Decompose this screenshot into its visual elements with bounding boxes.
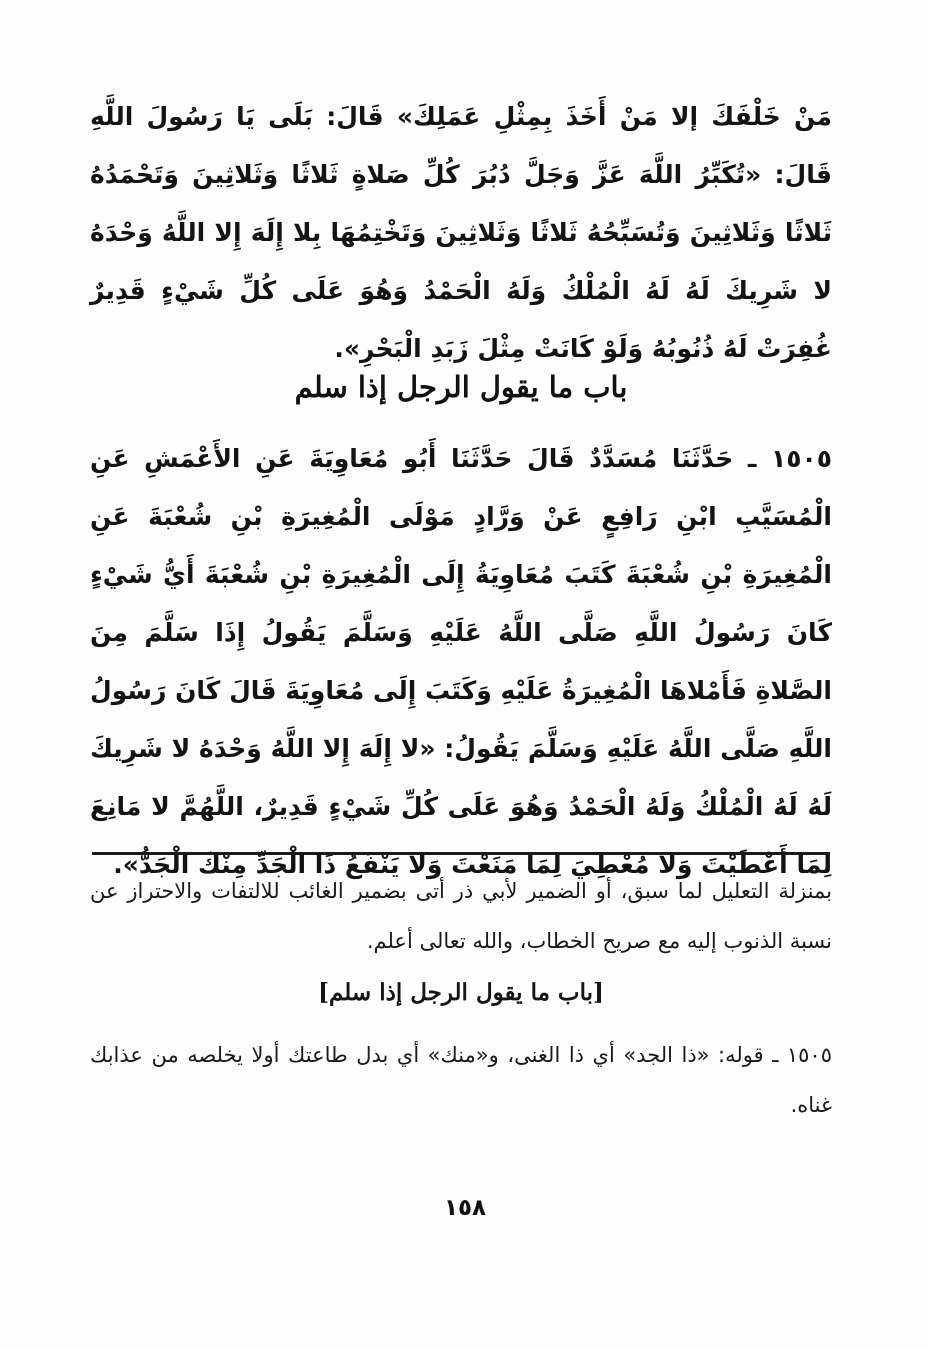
- page-number: ١٥٨: [443, 1195, 487, 1221]
- footnote-chapter-title: [باب ما يقول الرجل إذا سلم]: [318, 979, 604, 1006]
- footnote-1505: ١٥٠٥ ـ قوله: «ذا الجد» أي ذا الغنى، و«منك» أي بدل طاعتك أولا يخلصه من عذابك غناه.: [90, 1043, 832, 1117]
- hadith-1505-paragraph: ١٥٠٥ ـ حَدَّثَنَا مُسَدَّدٌ قَالَ حَدَّثَنَا أَبُو مُعَاوِيَةَ عَنِ الأَعْمَشِ عَنِ الْمُسَيَّبِ ابْنِ رَافِعٍ عَنْ وَرَّادٍ مَوْلَى الْمُغِيرَةِ بْنِ شُعْبَةَ عَنِ الْمُغِيرَةِ بْنِ شُعْبَةَ كَتَبَ مُعَاوِيَةُ إِلَى الْمُغِيرَةِ بْنِ شُعْبَةَ أَيُّ شَيْءٍ كَانَ رَسُولُ اللَّهِ صَلَّى اللَّهُ عَلَيْهِ وَسَلَّمَ يَقُولُ إِذَا سَلَّمَ مِنَ الصَّلاةِ فَأَمْلاهَا الْمُغِيرَةُ عَلَيْهِ وَكَتَبَ إِلَى مُعَاوِيَةَ قَالَ كَانَ رَسُولُ اللَّهِ صَلَّى اللَّهُ عَلَيْهِ وَسَلَّمَ يَقُولُ: «لا إِلَهَ إِلا اللَّهُ وَحْدَهُ لا شَرِيكَ لَهُ لَهُ الْمُلْكُ وَلَهُ الْحَمْدُ وَهُوَ عَلَى كُلِّ شَيْءٍ قَدِيرٌ، اللَّهُمَّ لا مَانِعَ لِمَا أَعْطَيْتَ وَلا مُعْطِيَ لِمَا مَنَعْتَ وَلا يَنْفَعُ ذَا الْجَدِّ مِنْكَ الْجَدُّ».: [90, 444, 832, 879]
- main-text-continuation-paragraph: مَنْ خَلْفَكَ إلا مَنْ أَخَذَ بِمِثْلِ عَمَلِكَ» قَالَ: بَلَى يَا رَسُولَ اللَّهِ قَالَ: «تُكَبِّرُ اللَّهَ عَزَّ وَجَلَّ دُبُرَ كُلِّ صَلاةٍ ثَلاثًا وَثَلاثِينَ وَتَحْمَدُهُ ثَلاثًا وَثَلاثِينَ وَتُسَبِّحُهُ ثَلاثًا وَثَلاثِينَ وَتَخْتِمُهَا بِلا إِلَهَ إِلا اللَّهُ وَحْدَهُ لا شَرِيكَ لَهُ لَهُ الْمُلْكُ وَلَهُ الْحَمْدُ وَهُوَ عَلَى كُلِّ شَيْءٍ قَدِيرٌ غُفِرَتْ لَهُ ذُنُوبُهُ وَلَوْ كَانَتْ مِثْلَ زَبَدِ الْبَحْرِ».: [90, 102, 832, 363]
- chapter-title: باب ما يقول الرجل إذا سلم: [294, 370, 628, 404]
- footnote-continuation: بمنزلة التعليل لما سبق، أو الضمير لأبي ذر أتى بضمير الغائب للالتفات والاحتراز عن نسبة الذنوب إليه مع صريح الخطاب، والله تعالى أعلم.: [90, 879, 832, 953]
- footnote-separator-line: [92, 852, 830, 855]
